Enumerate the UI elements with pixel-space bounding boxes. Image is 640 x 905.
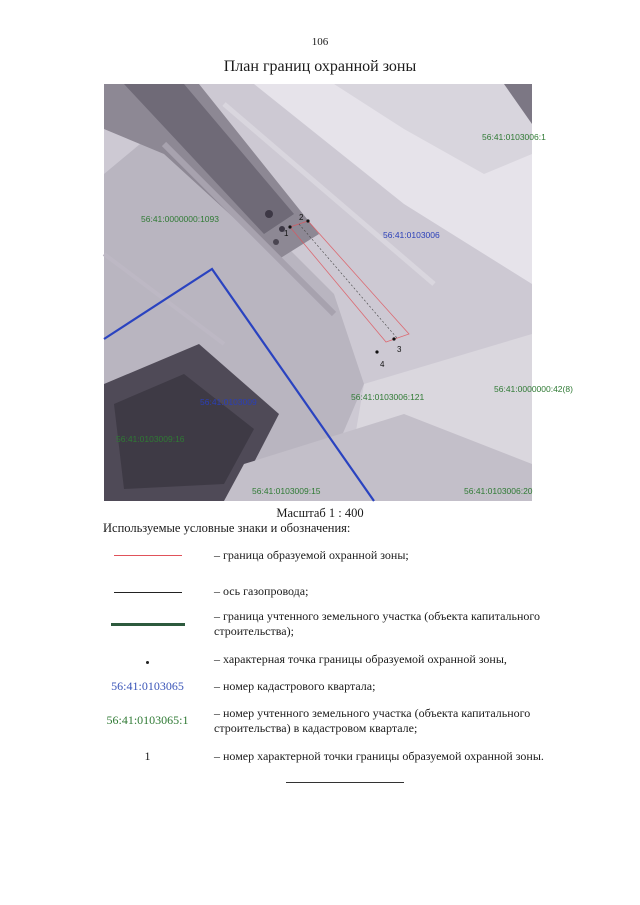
parcel-label: 56:41:0000000:42(8) — [494, 384, 573, 394]
green-thick-line-symbol — [111, 623, 185, 626]
point-3-label: 3 — [397, 345, 402, 354]
legend-desc: – номер характерной точки границы образуемой охранной зоны. — [214, 749, 544, 763]
legend-title: Используемые условные знаки и обозначения: — [103, 521, 351, 535]
parcel-label: 56:41:0103006:121 — [351, 392, 425, 402]
quarter-number-sample: 56:41:0103065 — [111, 679, 184, 693]
dot-symbol — [146, 661, 149, 664]
quarter-label: 56:41:0103009 — [200, 397, 257, 407]
parcel-label: 56:41:0000000:1093 — [141, 214, 219, 224]
legend-desc: – ось газопровода; — [214, 584, 309, 598]
quarter-label: 56:41:0103006 — [383, 230, 440, 240]
aerial-map — [104, 84, 573, 501]
point-3-marker — [392, 337, 395, 340]
end-divider — [286, 782, 404, 783]
point-4-label: 4 — [380, 360, 385, 369]
point-1-label: 1 — [284, 229, 289, 238]
parcel-label: 56:41:0103009:15 — [252, 486, 321, 496]
parcel-label: 56:41:0103009:16 — [116, 434, 185, 444]
map-scale: Масштаб 1 : 400 — [276, 506, 364, 520]
red-line-symbol — [114, 555, 182, 556]
legend-desc: – граница учтенного земельного участка (объекта капитального строительства); — [214, 609, 541, 638]
page-number: 106 — [311, 36, 329, 48]
point-4-marker — [375, 350, 378, 353]
point-number-sample: 1 — [144, 749, 151, 763]
legend-desc: – граница образуемой охранной зоны; — [214, 548, 409, 562]
legend-desc: – номер кадастрового квартала; — [214, 679, 376, 693]
legend-desc: – номер учтенного земельного участка (объекта капитального строительства) в кадастровом квартале; — [214, 706, 531, 735]
legend-desc: – характерная точка границы образуемой охранной зоны, — [214, 652, 507, 666]
point-2-label: 2 — [299, 213, 304, 222]
point-2-marker — [306, 219, 309, 222]
parcel-number-sample: 56:41:0103065:1 — [106, 713, 189, 727]
parcel-label: 56:41:0103006:1 — [482, 132, 546, 142]
document-title: План границ охранной зоны — [223, 58, 417, 75]
parcel-label: 56:41:0103006:20 — [464, 486, 533, 496]
point-1-marker — [288, 225, 291, 228]
black-line-symbol — [114, 592, 182, 593]
